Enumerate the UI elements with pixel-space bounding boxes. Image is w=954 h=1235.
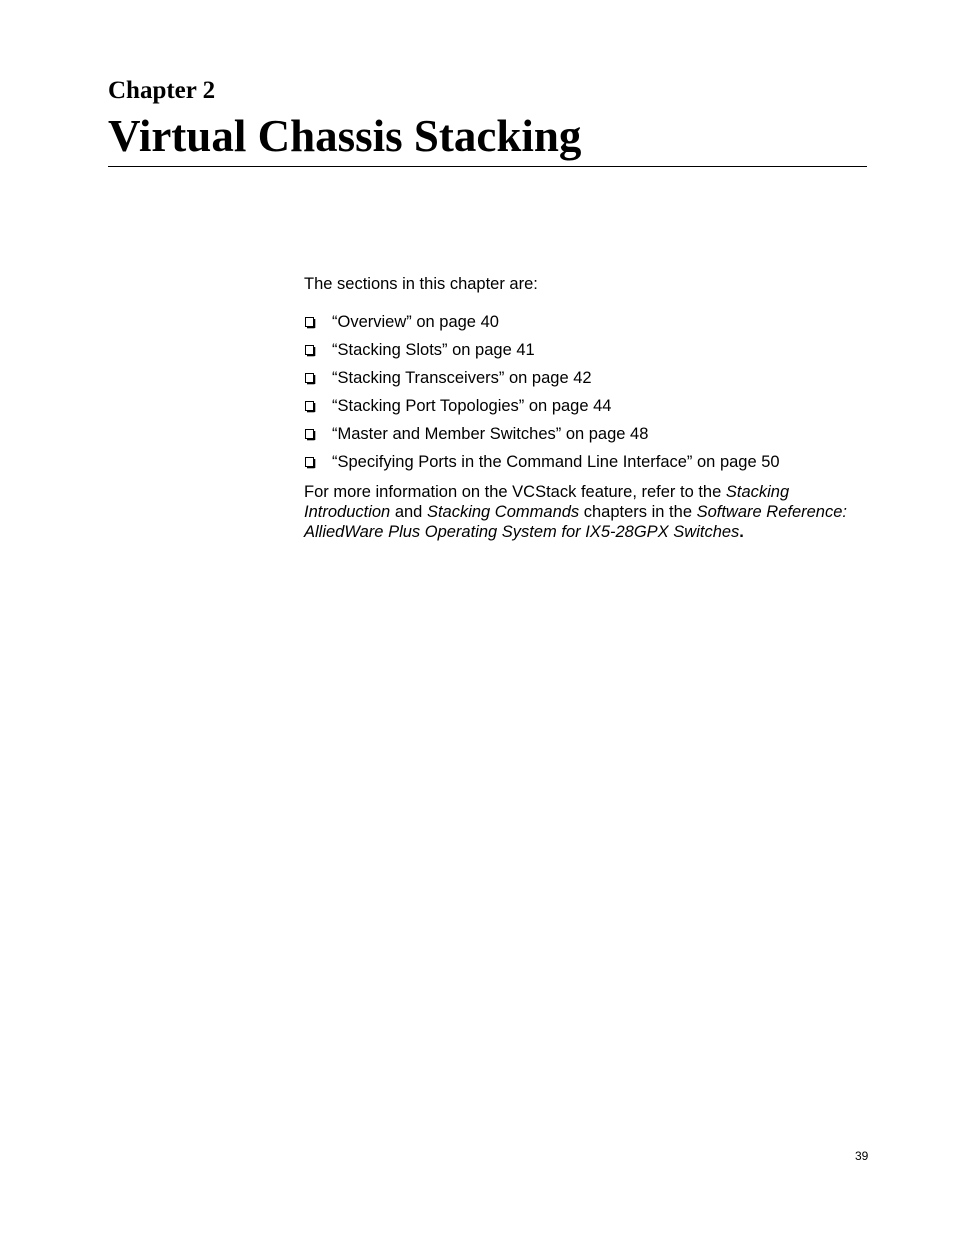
hollow-square-bullet-icon <box>305 373 316 385</box>
list-item <box>304 396 874 424</box>
chapter-label: Chapter 2 <box>108 77 216 104</box>
list-item <box>304 452 874 480</box>
hollow-square-bullet-icon <box>305 429 316 441</box>
list-item <box>304 312 874 340</box>
chapter-title: Virtual Chassis Stacking <box>108 111 582 161</box>
hollow-square-bullet-icon <box>305 401 316 413</box>
hollow-square-bullet-icon <box>305 345 316 357</box>
hollow-square-bullet-icon <box>305 457 316 469</box>
title-rule <box>108 166 867 167</box>
section-link[interactable]: “Master and Member Switches” on page 48 <box>332 425 649 443</box>
chapter-content <box>304 274 874 542</box>
more-info-period: . <box>739 523 744 541</box>
page-number: 39 <box>855 1149 869 1163</box>
reference-stacking-introduction: Stacking Introduction <box>304 483 790 521</box>
list-item <box>304 340 874 368</box>
reference-stacking-commands: Stacking Commands <box>426 503 580 521</box>
section-link[interactable]: “Specifying Ports in the Command Line Interface” on page 50 <box>332 453 780 471</box>
section-list <box>304 312 874 480</box>
hollow-square-bullet-icon <box>305 317 316 329</box>
more-info-text: chapters in the <box>579 503 697 521</box>
section-link[interactable]: “Stacking Transceivers” on page 42 <box>332 369 592 387</box>
intro-text: The sections in this chapter are: <box>304 275 538 293</box>
list-item <box>304 368 874 396</box>
more-info-text: and <box>390 503 427 521</box>
section-link[interactable]: “Stacking Port Topologies” on page 44 <box>332 397 612 415</box>
list-item <box>304 424 874 452</box>
section-link[interactable]: “Stacking Slots” on page 41 <box>332 341 535 359</box>
more-info-paragraph <box>304 482 874 542</box>
reference-software-reference: Software Reference: AlliedWare Plus Operating System for IX5-28GPX Switches <box>304 503 847 541</box>
more-info-text: For more information on the VCStack feature, refer to the <box>304 483 726 501</box>
section-link[interactable]: “Overview” on page 40 <box>332 313 499 331</box>
